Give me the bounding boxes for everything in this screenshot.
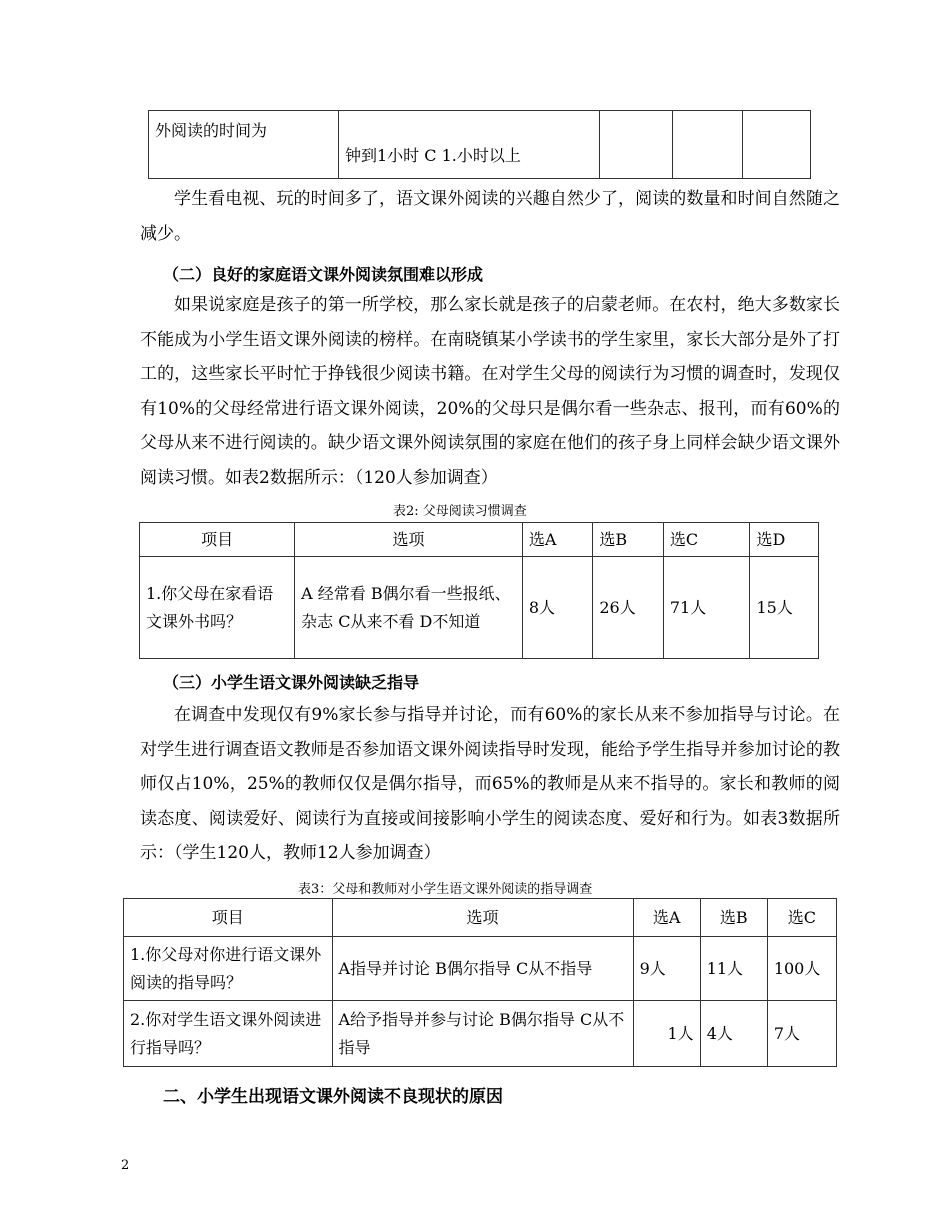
table1-cell-empty: [673, 111, 743, 179]
table2-row-d: 15人: [750, 557, 819, 659]
page-number: 2: [121, 1158, 130, 1173]
table3-row2-b: 4人: [700, 1001, 767, 1067]
table2-header-a: 选A: [522, 523, 593, 557]
table3-row2-a: 1人: [633, 1001, 700, 1067]
table2-header-options: 选项: [295, 523, 523, 557]
table2-caption: 表2: 父母阅读习惯调查: [393, 504, 527, 519]
table3: [123, 898, 837, 1067]
table1-cell-empty: [600, 111, 673, 179]
table2-header-item: 项目: [140, 523, 295, 557]
table3-row1-c: 100人: [767, 937, 836, 1001]
table3-header-a: 选A: [633, 899, 700, 937]
table1-fragment: [148, 110, 811, 179]
table3-header-c: 选C: [767, 899, 836, 937]
table2-header-b: 选B: [593, 523, 664, 557]
table1-cell-item: 外阅读的时间为: [149, 111, 339, 179]
table1-cell-empty: [743, 111, 811, 179]
table3-row2-item: 2.你对学生语文课外阅读进行指导吗？: [124, 1001, 333, 1067]
table3-header-options: 选项: [332, 899, 633, 937]
table3-row1-b: 11人: [700, 937, 767, 1001]
table2: [139, 522, 819, 659]
table3-row1-options: A指导并讨论 B偶尔指导 C从不指导: [332, 937, 633, 1001]
table3-header-item: 项目: [124, 899, 333, 937]
table2-row-b: 26人: [593, 557, 664, 659]
paragraph-3: 在调查中发现仅有9%家长参与指导并讨论，而有60%的家长从来不参加指导与讨论。在对学生进行调查语文教师是否参加语文课外阅读指导时发现，能给予学生指导并参加讨论的教师仅占10%，25%的教师仅仅是偶尔指导，而65%的教师是从来不指导的。家长和教师的阅读态度、阅读爱好、阅读行为直接或间接影响小学生的阅读态度、爱好和行为。如表3数据所示：（学生120人，教师12人参加调查）: [140, 705, 840, 863]
table3-row2-c: 7人: [767, 1001, 836, 1067]
table2-header-c: 选C: [663, 523, 750, 557]
table3-row1-a: 9人: [633, 937, 700, 1001]
table2-row-item: 1.你父母在家看语文课外书吗？: [140, 557, 295, 659]
paragraph-1: 学生看电视、玩的时间多了，语文课外阅读的兴趣自然少了，阅读的数量和时间自然随之减少。: [140, 189, 840, 244]
table3-header-b: 选B: [700, 899, 767, 937]
table2-row-a: 8人: [522, 557, 593, 659]
paragraph-2: 如果说家庭是孩子的第一所学校，那么家长就是孩子的启蒙老师。在农村，绝大多数家长不能成为小学生语文课外阅读的榜样。在南晓镇某小学读书的学生家里，家长大部分是外了打工的，这些家长平时忙于挣钱很少阅读书籍。在对学生父母的阅读行为习惯的调查时，发现仅有10%的父母经常进行语文课外阅读，20%的父母只是偶尔看一些杂志、报刊，而有60%的父母从来不进行阅读的。缺少语文课外阅读氛围的家庭在他们的孩子身上同样会缺少语文课外阅读习惯。如表2数据所示：（120人参加调查）: [140, 295, 840, 488]
section-heading-2: （二）良好的家庭语文课外阅读氛围难以形成: [163, 265, 484, 284]
table2-row-options: A 经常看 B偶尔看一些报纸、杂志 C从来不看 D不知道: [295, 557, 523, 659]
chapter-heading-2: 二、小学生出现语文课外阅读不良现状的原因: [163, 1087, 503, 1107]
section-heading-3: （三）小学生语文课外阅读缺乏指导: [163, 673, 420, 692]
table3-caption: 表3：父母和教师对小学生语文课外阅读的指导调查: [298, 882, 593, 897]
table3-row1-item: 1.你父母对你进行语文课外阅读的指导吗？: [124, 937, 333, 1001]
table1-cell-options: 钟到1小时 C 1.小时以上: [339, 111, 600, 179]
table2-row-c: 71人: [663, 557, 750, 659]
table2-header-d: 选D: [750, 523, 819, 557]
table3-row2-options: A给予指导并参与讨论 B偶尔指导 C从不指导: [332, 1001, 633, 1067]
